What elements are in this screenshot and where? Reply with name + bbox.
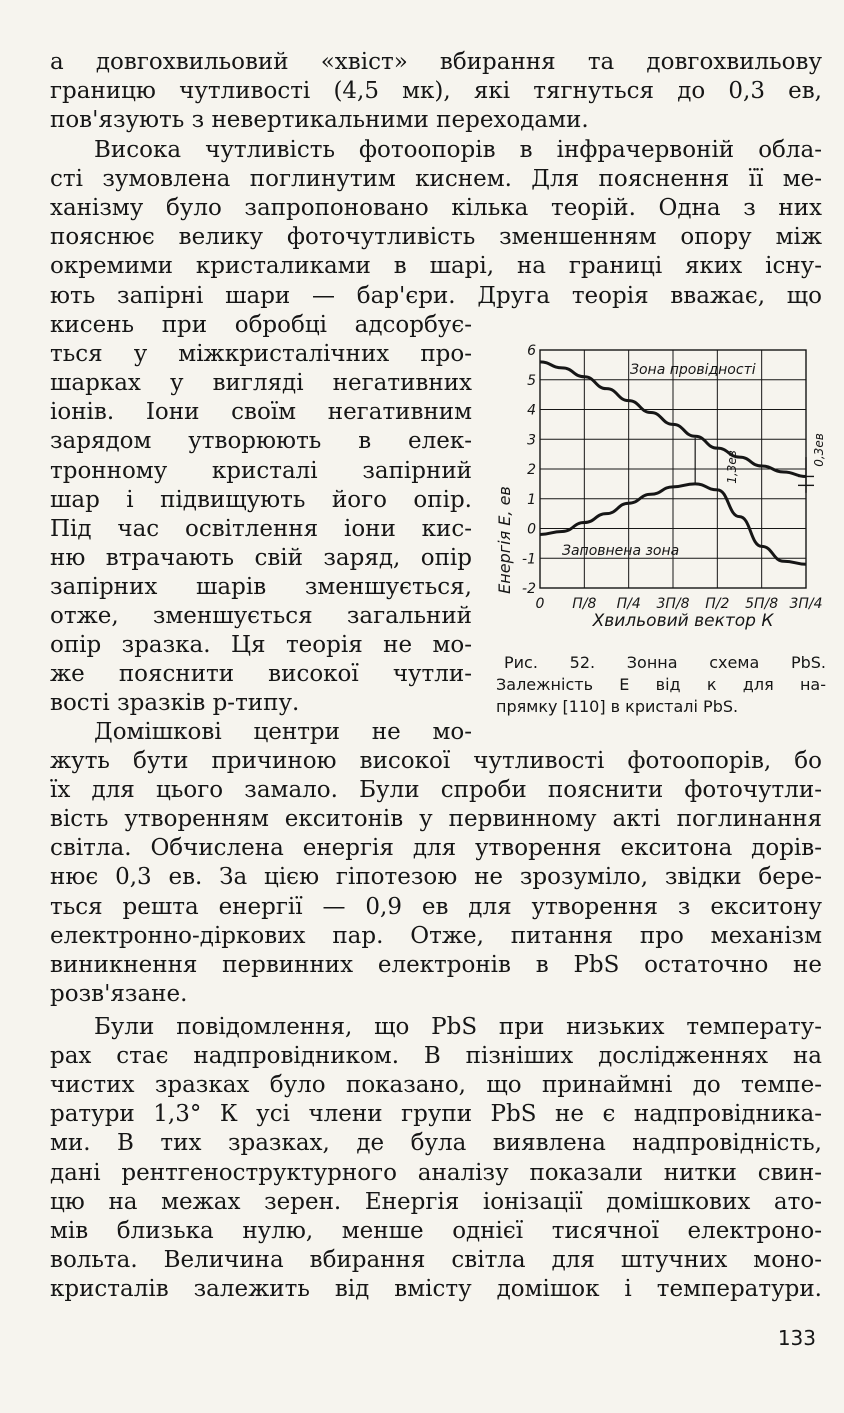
text-line: ми. В тих зразках, де була виявлена надпровідність, (50, 1130, 822, 1157)
text-line: границю чутливості (4,5 мк), які тягнуться до 0,3 ев, (50, 78, 822, 105)
y-tick-label: 3 (527, 432, 536, 449)
text-line: опір зразка. Ця теорія не мо- (50, 632, 472, 659)
figure-caption (496, 652, 826, 718)
page-number: 133 (777, 1326, 816, 1350)
text-line: запірних шарів зменшується, (50, 573, 472, 600)
text-line: окремими кристаликами в шарі, на границі яких існу- (50, 253, 822, 280)
text-line: Домішкові центри не мо- (94, 719, 472, 745)
x-tick-label: П/2 (705, 596, 730, 612)
x-tick-label: 5П/8 (745, 596, 779, 612)
text-line: мів близька нулю, менше однієї тисячної електроно- (50, 1217, 822, 1244)
gap-mid-label: 1,3ев (725, 450, 739, 484)
y-tick-label: -2 (522, 581, 536, 597)
text-line: кисень при обробці адсорбує- (50, 312, 472, 338)
text-line: шар і підвищують його опір. (50, 486, 472, 513)
y-tick-label: 4 (527, 402, 536, 419)
text-line: ться решта енергії — 0,9 ев для утворення з екситону (50, 893, 822, 920)
text-line: рах стає надпровідником. В пізніших дослідженнях на (50, 1043, 822, 1070)
y-tick-label: 6 (527, 343, 536, 359)
y-tick-labels (522, 343, 536, 597)
x-tick-label: 0 (535, 596, 545, 612)
text-line: шарках у вигляді негативних (50, 370, 472, 397)
text-line: світла. Обчислена енергія для утворення екситона дорів- (50, 835, 822, 862)
caption-line: прямку [110] в кристалі PbS. (496, 697, 739, 716)
y-tick-label: 1 (527, 491, 536, 508)
text-line: розв'язане. (50, 980, 188, 1007)
gap-edge-label: 0,3ев (812, 433, 826, 467)
text-line: зарядом утворюють в елек- (50, 428, 472, 455)
y-tick-label: 0 (527, 521, 536, 538)
text-line: пов'язують з невертикальними переходами. (50, 107, 589, 134)
text-line: ханізму було запропоновано кілька теорій. Одна з них (50, 195, 822, 222)
text-line: цю на межах зерен. Енергія іонізації домішкових ато- (50, 1188, 822, 1215)
text-line: а довгохвильовий «хвіст» вбирання та довгохвильову (50, 49, 822, 75)
text-line: ратури 1,3° К усі члени групи PbS не є надпровідника- (50, 1101, 822, 1128)
text-line: вольта. Величина вбирання світла для штучних моно- (50, 1246, 822, 1273)
text-line: тронному кристалі запірний (50, 457, 472, 484)
text-line: жуть бути причиною високої чутливості фотоопорів, бо (50, 748, 822, 774)
text-line: виникнення первинних електронів в PbS остаточно не (50, 951, 822, 978)
text-line: дані рентгеноструктурного аналізу показали нитки свин- (50, 1159, 822, 1186)
text-line: отже, зменшується загальний (50, 603, 472, 629)
text-line: іонів. Іони своїм негативним (50, 399, 472, 426)
text-line: кристалів залежить від вмісту домішок і температури. (50, 1275, 822, 1302)
valence-band-label: Заповнена зона (562, 543, 680, 559)
text-line: пояснює велику фоточутливість зменшенням опору між (50, 224, 822, 251)
text-line: Були повідомлення, що PbS при низьких температу- (94, 1014, 822, 1040)
x-tick-label: П/4 (616, 596, 641, 612)
text-line: електронно-діркових пар. Отже, питання про механізм (50, 922, 822, 949)
text-line: чистих зразках було показано, що принаймні до темпе- (50, 1072, 822, 1099)
text-line: нює 0,3 ев. За цією гіпотезою не зрозуміло, звідки бере- (50, 864, 822, 891)
text-line: вість утворенням екситонів у первинному акті поглинання (50, 806, 822, 833)
x-tick-label: 3П/8 (656, 596, 690, 612)
x-tick-label: П/8 (572, 596, 597, 612)
y-tick-label: -1 (522, 551, 536, 568)
y-tick-label: 2 (527, 462, 536, 478)
conduction-band-label: Зона провідності (630, 362, 756, 378)
text-line: Під час освітлення іони кис- (50, 515, 472, 542)
caption-line: Рис. 52. Зонна схема PbS. (504, 653, 826, 672)
x-axis-label: Хвильовий вектор К (592, 611, 774, 631)
text-line: ню втрачають свій заряд, опір (50, 544, 472, 571)
x-tick-label: 3П/4 (789, 596, 823, 612)
y-axis-label: Енергія E, ев (495, 486, 514, 594)
x-tick-labels (536, 596, 823, 612)
text-line: ють запірні шари — бар'єри. Друга теорія вважає, що (50, 282, 822, 309)
y-tick-label: 5 (527, 372, 536, 389)
text-line: їх для цього замало. Були спроби пояснити фоточутли- (50, 777, 822, 804)
text-line: же пояснити високої чутли- (50, 661, 472, 688)
text-line: Висока чутливість фотоопорів в інфрачервоній обла- (94, 137, 822, 163)
text-line: ться у міжкристалічних про- (50, 341, 472, 368)
caption-line: Залежність E від к для на- (496, 675, 826, 694)
text-line: вості зразків р-типу. (50, 690, 300, 717)
text-line: сті зумовлена поглинутим киснем. Для пояснення її ме- (50, 166, 822, 193)
